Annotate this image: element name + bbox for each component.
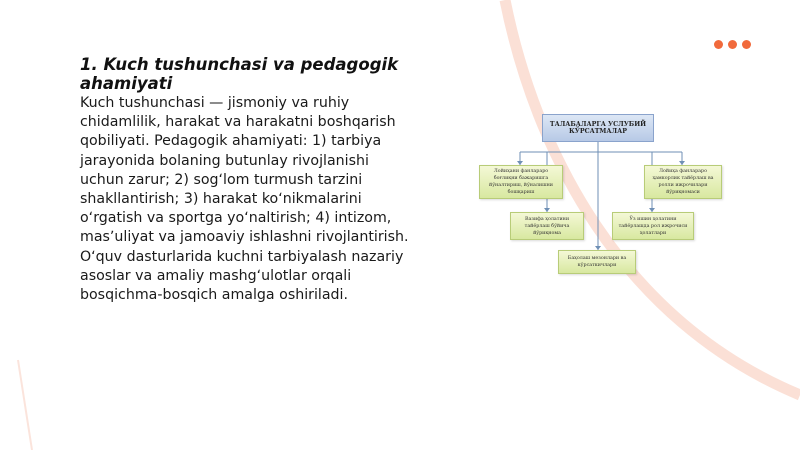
slide-body-text: Kuch tushunchasi — jismoniy va ruhiy chidamlilik, harakat va harakatni boshqarish qobiliyati. Pedagogik ahamiyati: 1) tarbiya jarayonida bolaning butunlay rivojlanishi uchun zarur; 2) sogʻlom turmush tarzini shakllantirish; 3) harakat koʻnikmalarini oʻrgatish va sportga yoʻnaltirish; 4) intizom, masʼuliyat va jamoaviy ishlashni rivojlantirish. Oʻquv dasturlarida kuchni tarbiyalash nazariy asoslar va amaliy mashgʻulotlar orqali bosqichma-bosqich amalga oshiriladi.	[80, 95, 409, 304]
dot	[728, 40, 737, 49]
diagram-node: Баҳолаш мезонлари ва кўрсаткичлари	[558, 250, 636, 274]
diagram-root-node: ТАЛАБАЛАРГА УСЛУБИЙ КЎРСАТМАЛАР	[542, 114, 654, 142]
dot	[742, 40, 751, 49]
slide-title: 1. Kuch tushunchasi va pedagogik ahamiyati	[80, 55, 399, 93]
diagram-node: Вазифа ҳолатини тайёрлаш бўйича йўриқнома	[510, 212, 584, 240]
diagram-node: Лойиҳани фанлараро боғлиқни бажаришга йўналтириш, йўналишни бошқариш	[479, 165, 563, 199]
decorative-dots	[714, 40, 751, 49]
hierarchy-diagram	[472, 110, 722, 285]
diagram-node: Ўз ишин ҳолатини тайёрлашда рол ижрочиси ҳолатлари	[612, 212, 694, 240]
dot	[714, 40, 723, 49]
diagram-node: Лойиҳа фанлараро ҳамкорлик тайёрлаш ва ролли ижрочилари йўриқномаси	[644, 165, 722, 199]
